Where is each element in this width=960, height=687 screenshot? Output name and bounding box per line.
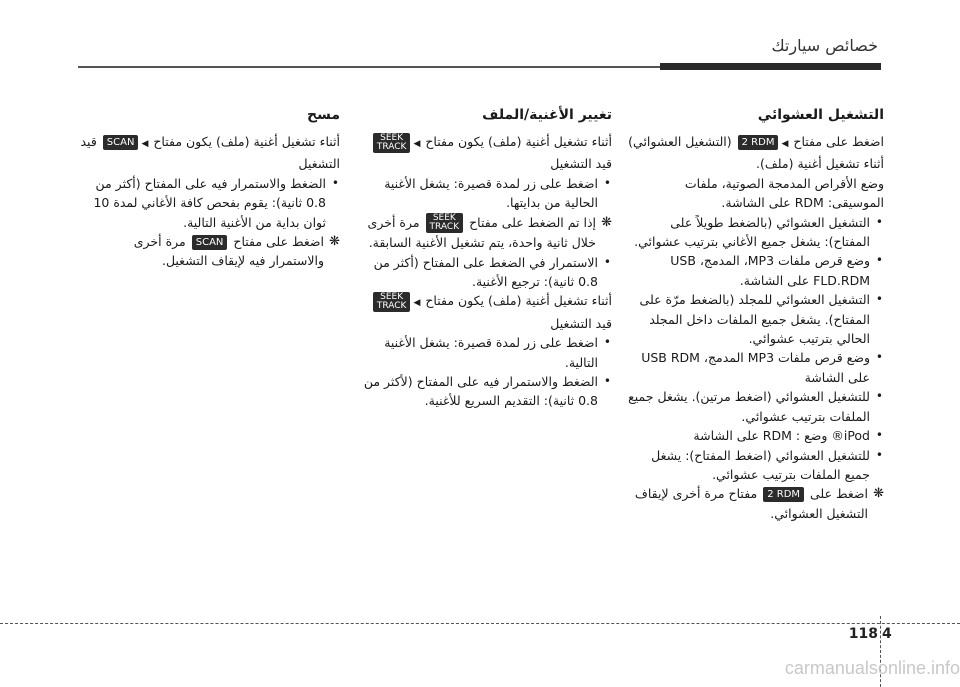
change-song-note bbox=[352, 213, 612, 253]
page-number: 118 bbox=[848, 626, 878, 642]
list-item: • للتشغيل العشوائي (اضغط مرتين). يشغل جميع الملفات بترتيب عشوائي. bbox=[626, 387, 884, 426]
change-song-intro-2-text: أثناء تشغيل أغنية (ملف) يكون مفتاح bbox=[425, 293, 612, 309]
track-label: TRACK bbox=[376, 300, 407, 311]
arrow-left-icon: ◀ bbox=[781, 139, 789, 149]
change-song-list-b bbox=[352, 253, 612, 292]
change-song-intro bbox=[352, 132, 612, 174]
scan-list bbox=[80, 174, 340, 232]
scan-intro-tail: قيد التشغيل bbox=[80, 134, 340, 172]
section-heading-random: التشغيل العشوائي bbox=[757, 107, 884, 123]
random-note-text: اضغط على bbox=[810, 486, 868, 502]
change-song-intro-text: أثناء تشغيل أغنية (ملف) يكون مفتاح bbox=[425, 134, 612, 149]
random-intro-text: اضغط على مفتاح bbox=[793, 134, 884, 149]
scan-note-text-2: مرة أخرى والاستمرار فيه لإيقاف التشغيل. bbox=[133, 234, 324, 269]
list-item: • الضغط والاستمرار فيه على المفتاح (لأكثر من 0.8 ثانية): التقديم السريع للأغنية. bbox=[352, 372, 612, 411]
list-item: • الاستمرار في الضغط على المفتاح (أكثر من 0.8 ثانية): ترجيع الأغنية. bbox=[352, 253, 612, 292]
scan-intro bbox=[80, 132, 340, 174]
list-item: • iPod® وضع : RDM على الشاشة bbox=[626, 426, 884, 445]
section-heading-change-song: تغيير الأغنية/الملف bbox=[482, 107, 612, 123]
arrow-left-icon: ◀ bbox=[413, 139, 421, 149]
random-note-text-2: مفتاح مرة أخرى لإيقاف التشغيل العشوائي. bbox=[634, 486, 868, 521]
change-song-note-text: إذا تم الضغط على مفتاح bbox=[469, 214, 596, 230]
track-label: TRACK bbox=[429, 222, 460, 233]
list-item: • التشغيل العشوائي (بالضغط طويلاً على المفتاح): يشغل جميع الأغاني بترتيب عشوائي. bbox=[626, 213, 884, 252]
seek-label: SEEK bbox=[380, 132, 404, 143]
watermark: carmanualsonline.info bbox=[784, 658, 960, 678]
list-item: • للتشغيل العشوائي (اضغط المفتاح): يشغل جميع الملفات بترتيب عشوائي. bbox=[626, 446, 884, 485]
list-item: • وضع قرص ملفات MP3، المدمج، USB FLD.RDM على الشاشة. bbox=[626, 251, 884, 290]
scan-button-label: SCAN bbox=[192, 235, 228, 250]
header-title: خصائص سيارتك bbox=[771, 36, 878, 55]
section-heading-scan: مسح bbox=[306, 107, 340, 123]
list-item: • اضغط على زر لمدة قصيرة: يشغل الأغنية التالية. bbox=[352, 333, 612, 372]
arrow-left-icon: ◀ bbox=[413, 298, 421, 309]
seek-track-button-label bbox=[373, 292, 411, 312]
random-note bbox=[626, 484, 884, 523]
change-song-intro-2 bbox=[352, 291, 612, 333]
random-mode-intro: وضع الأقراص المدمجة الصوتية، ملفات الموسيقى: RDM على الشاشة. bbox=[684, 175, 884, 211]
chapter-number: 4 bbox=[882, 626, 892, 642]
random-play-section bbox=[626, 105, 884, 523]
arrow-left-icon: ◀ bbox=[141, 139, 149, 149]
scan-button-label: SCAN bbox=[103, 135, 139, 150]
rdm-button-label: 2 RDM bbox=[763, 487, 804, 502]
track-label: TRACK bbox=[376, 141, 407, 152]
list-item: • الضغط والاستمرار فيه على المفتاح (أكثر من 0.8 ثانية): يقوم بفحص كافة الأغاني لمدة 10 ثوان بداية من الأغنية التالية. bbox=[80, 174, 340, 232]
change-song-list-a bbox=[352, 174, 612, 213]
change-song-intro-tail: قيد التشغيل bbox=[550, 156, 612, 172]
list-item: • اضغط على زر لمدة قصيرة: يشغل الأغنية الحالية من بدايتها. bbox=[352, 174, 612, 213]
scan-note-text: اضغط على مفتاح bbox=[233, 234, 324, 250]
rdm-button-label: 2 RDM bbox=[738, 135, 779, 150]
seek-track-button-label bbox=[373, 133, 411, 153]
random-list bbox=[626, 213, 884, 485]
seek-label: SEEK bbox=[380, 291, 404, 302]
change-song-list-c bbox=[352, 333, 612, 411]
list-item: • التشغيل العشوائي للمجلد (بالضغط مرّة على المفتاح). يشغل جميع الملفات داخل المجلد الحالي بترتيب عشوائي. bbox=[626, 290, 884, 348]
note-icon: ❋ bbox=[329, 234, 340, 250]
change-song-intro-2-tail: قيد التشغيل bbox=[550, 315, 612, 331]
note-icon: ❋ bbox=[873, 486, 884, 502]
random-intro bbox=[626, 132, 884, 174]
header-rule-accent bbox=[660, 63, 881, 70]
change-song-section bbox=[352, 105, 612, 411]
seek-track-button-label bbox=[426, 213, 464, 233]
scan-intro-text: أثناء تشغيل أغنية (ملف) يكون مفتاح bbox=[153, 134, 340, 149]
seek-label: SEEK bbox=[432, 213, 456, 224]
footer-rule bbox=[0, 623, 960, 624]
note-icon: ❋ bbox=[601, 214, 612, 230]
random-intro-text-2: (التشغيل العشوائي) أثناء تشغيل أغنية (ملف). bbox=[628, 134, 884, 172]
scan-note bbox=[80, 232, 340, 271]
list-item: • وضع قرص ملفات MP3 المدمج، USB RDM على الشاشة bbox=[626, 348, 884, 387]
change-song-note-text-2: مرة أخرى خلال ثانية واحدة، يتم تشغيل الأغنية السابقة. bbox=[367, 214, 596, 251]
scan-section bbox=[80, 105, 340, 271]
